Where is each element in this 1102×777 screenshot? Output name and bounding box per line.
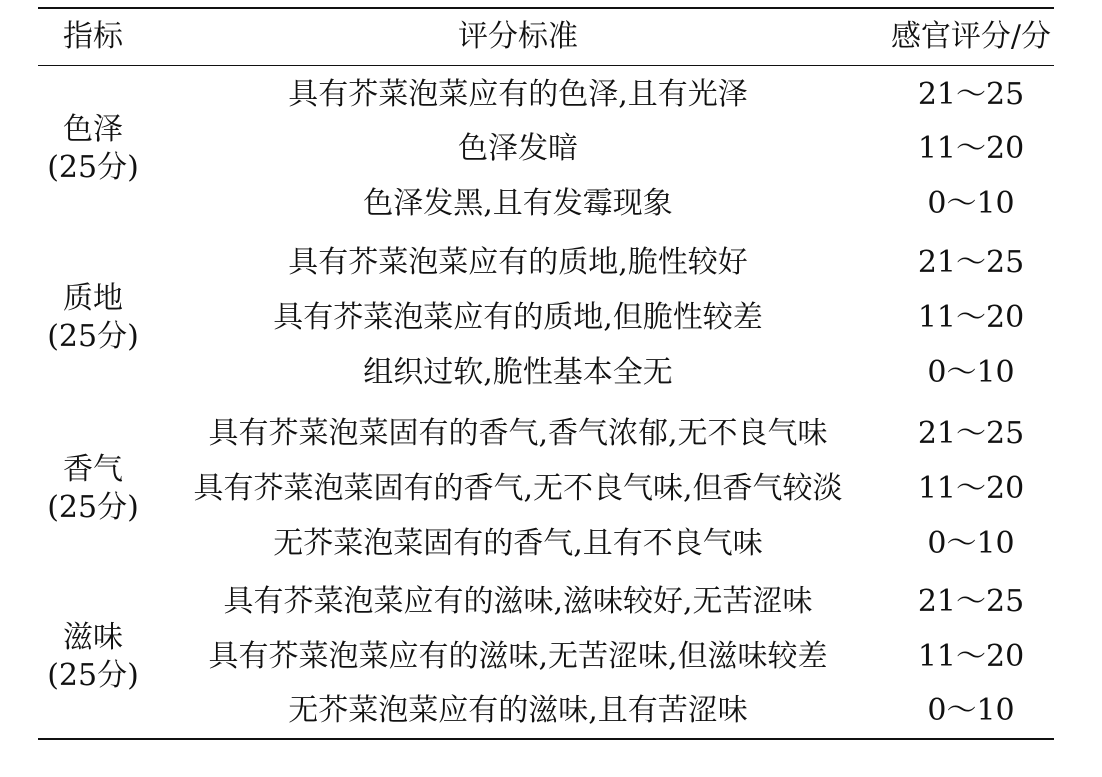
indicator-color (38, 66, 148, 232)
score-cell: 0～10 (927, 186, 1015, 221)
criteria-cell: 具有芥菜泡菜应有的质地,但脆性较差 (273, 300, 763, 335)
sensory-evaluation-table (38, 0, 1054, 777)
score-cell: 0～10 (927, 693, 1015, 728)
criteria-cell: 具有芥菜泡菜固有的香气,无不良气味,但香气较淡 (193, 471, 843, 506)
criteria-cell: 具有芥菜泡菜应有的滋味,滋味较好,无苦涩味 (223, 584, 813, 619)
score-cell: 0～10 (927, 355, 1015, 390)
indicator-weight: (25分) (47, 150, 139, 185)
score-cell: 11～20 (917, 131, 1025, 166)
criteria-cell: 具有芥菜泡菜应有的质地,脆性较好 (288, 245, 748, 280)
score-cell: 21～25 (917, 245, 1025, 280)
criteria-cell: 具有芥菜泡菜应有的色泽,且有光泽 (288, 77, 748, 112)
criteria-cell: 色泽发黑,且有发霉现象 (363, 186, 673, 221)
score-cell: 21～25 (917, 584, 1025, 619)
bottom-rule (38, 738, 1054, 740)
indicator-aroma (38, 406, 148, 572)
criteria-cell: 具有芥菜泡菜固有的香气,香气浓郁,无不良气味 (208, 416, 828, 451)
indicator-name: 色泽 (63, 112, 123, 147)
score-cell: 11～20 (917, 300, 1025, 335)
score-cell: 11～20 (917, 639, 1025, 674)
criteria-cell: 具有芥菜泡菜应有的滋味,无苦涩味,但滋味较差 (208, 639, 828, 674)
indicator-name: 滋味 (63, 620, 123, 655)
score-cell: 21～25 (917, 416, 1025, 451)
criteria-cell: 无芥菜泡菜固有的香气,且有不良气味 (273, 526, 763, 561)
indicator-name: 香气 (63, 452, 123, 487)
header-indicator: 指标 (63, 19, 123, 54)
criteria-cell: 色泽发暗 (458, 131, 578, 166)
indicator-taste (38, 574, 148, 740)
header-criteria: 评分标准 (458, 19, 578, 54)
indicator-texture (38, 235, 148, 401)
criteria-cell: 无芥菜泡菜应有的滋味,且有苦涩味 (288, 693, 748, 728)
score-cell: 11～20 (917, 471, 1025, 506)
score-cell: 0～10 (927, 526, 1015, 561)
header-score: 感官评分/分 (890, 19, 1052, 54)
indicator-name: 质地 (63, 281, 123, 316)
score-cell: 21～25 (917, 77, 1025, 112)
header-rule (38, 65, 1054, 66)
indicator-weight: (25分) (47, 490, 139, 525)
top-rule (38, 7, 1054, 9)
criteria-cell: 组织过软,脆性基本全无 (363, 355, 673, 390)
indicator-weight: (25分) (47, 319, 139, 354)
indicator-weight: (25分) (47, 658, 139, 693)
